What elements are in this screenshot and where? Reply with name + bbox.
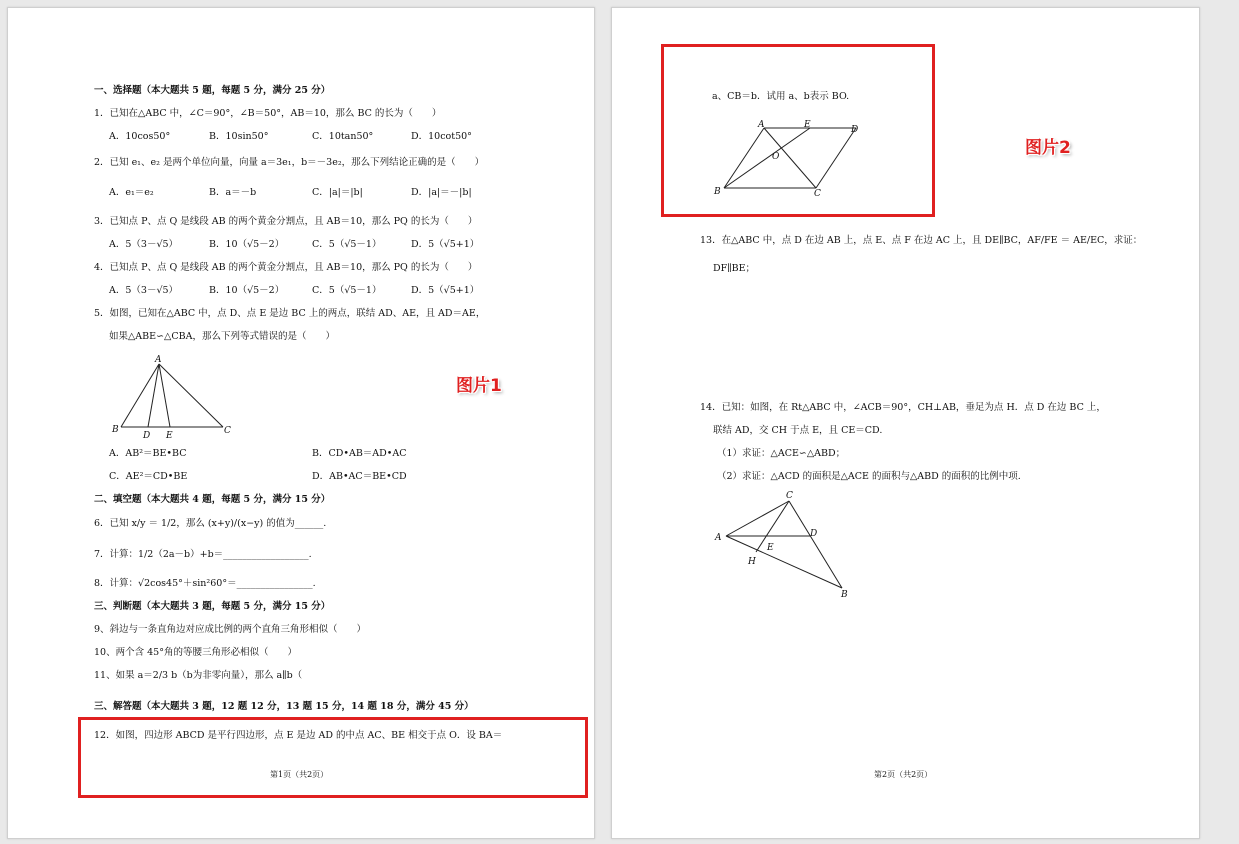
q5-option-c: C．AE²＝CD•BE	[109, 471, 188, 482]
q14-label-c: C	[786, 491, 793, 501]
tag-picture-1: 图片1	[456, 376, 502, 396]
question-3: 3．已知点 P、点 Q 是线段 AB 的两个黄金分割点，且 AB＝10，那么 PQ 的长为（ ）	[94, 216, 478, 227]
q5-label-c: C	[224, 426, 231, 436]
q14-label-h: H	[748, 557, 756, 567]
question-14-line-1: 14．已知：如图，在 Rt△ABC 中，∠ACB＝90°，CH⊥AB，垂足为点 H．点 D 在边 BC 上，	[700, 402, 1106, 413]
q14-label-a: A	[715, 533, 722, 543]
question-12-continued: a、CB＝b．试用 a、b表示 BO.	[712, 91, 850, 102]
q12-label-o: O	[772, 152, 780, 162]
q5-option-d: D．AB•AC＝BE•CD	[312, 471, 407, 482]
q5-option-b: B．CD•AB＝AD•AC	[312, 448, 407, 459]
q12-label-a: A	[758, 120, 765, 130]
q3-option-b: B．10（√5－2）	[209, 239, 285, 250]
question-4: 4．已知点 P、点 Q 是线段 AB 的两个黄金分割点，且 AB＝10，那么 PQ 的长为（ ）	[94, 262, 478, 273]
question-5-line-2: 如果△ABE∽△CBA，那么下列等式错误的是（ ）	[109, 331, 335, 342]
question-9: 9、斜边与一条直角边对应成比例的两个直角三角形相似（ ）	[94, 624, 367, 635]
page-2-footer: 第2页（共2页）	[874, 770, 933, 779]
q2-option-d: D．|a|＝－|b|	[411, 187, 472, 198]
q2-option-c: C．|a|＝|b|	[312, 187, 363, 198]
question-14-line-2: 联结 AD，交 CH 于点 E，且 CE＝CD.	[713, 425, 883, 436]
q12-label-b: B	[714, 187, 721, 197]
section-2-title: 二、填空题（本大题共 4 题，每题 5 分，满分 15 分）	[94, 494, 331, 505]
highlight-box-page-1	[78, 717, 588, 798]
q3-option-d: D．5（√5+1）	[411, 239, 480, 250]
q4-option-d: D．5（√5+1）	[411, 285, 480, 296]
q3-option-c: C．5（√5－1）	[312, 239, 382, 250]
q3-option-a: A．5（3－√5）	[109, 239, 179, 250]
q14-label-d: D	[810, 529, 818, 539]
q14-triangle-figure	[712, 486, 862, 598]
q5-label-a: A	[155, 355, 162, 365]
q14-label-e: E	[767, 543, 774, 553]
question-14-part-2: （2）求证：△ACD 的面积是△ACE 的面积与△ABD 的面积的比例中项.	[717, 471, 1021, 482]
section-4-title: 三、解答题（本大题共 3 题，12 题 12 分，13 题 15 分，14 题 18 分，满分 45 分）	[94, 701, 474, 712]
question-1: 1．已知在△ABC 中，∠C＝90°，∠B＝50°，AB＝10，那么 BC 的长为（ ）	[94, 108, 442, 119]
question-11: 11、如果 a＝2/3 b（b为非零向量），那么 a∥b（	[94, 670, 303, 681]
q4-option-b: B．10（√5－2）	[209, 285, 285, 296]
question-14-part-1: （1）求证：△ACE∽△ABD；	[717, 448, 846, 459]
question-13-line-2: DF∥BE；	[713, 263, 756, 274]
tag-picture-2: 图片2	[1025, 138, 1071, 158]
page-1	[7, 7, 595, 839]
q1-option-b: B．10sin50°	[209, 131, 269, 142]
q4-option-c: C．5（√5－1）	[312, 285, 382, 296]
q5-label-d: D	[143, 431, 151, 441]
q5-triangle-figure	[108, 354, 238, 442]
question-8: 8．计算：√2cos45°＋sin²60°＝________________.	[94, 578, 316, 589]
q2-option-a: A．e₁＝e₂	[109, 187, 154, 198]
q4-option-a: A．5（3－√5）	[109, 285, 179, 296]
q5-label-e: E	[166, 431, 173, 441]
question-12: 12．如图，四边形 ABCD 是平行四边形，点 E 是边 AD 的中点 AC、BE 相交于点 O．设 BA＝	[94, 730, 503, 741]
question-13-line-1: 13．在△ABC 中，点 D 在边 AB 上，点 E、点 F 在边 AC 上，且 DE∥BC，AF/FE ＝ AE/EC，求证：	[700, 235, 1143, 246]
q12-label-d: D	[851, 125, 859, 135]
question-2: 2．已知 e₁、e₂ 是两个单位向量，向量 a＝3e₁，b＝－3e₂，那么下列结论正确的是（ ）	[94, 157, 485, 168]
q1-option-c: C．10tan50°	[312, 131, 374, 142]
section-3-title: 三、判断题（本大题共 3 题，每题 5 分，满分 15 分）	[94, 601, 331, 612]
q2-option-b: B．a＝－b	[209, 187, 257, 198]
question-10: 10、两个含 45°角的等腰三角形必相似（ ）	[94, 647, 297, 658]
q12-label-c: C	[814, 189, 821, 198]
q14-label-b: B	[841, 590, 848, 598]
question-6: 6．已知 x/y ＝ 1/2，那么 (x+y)/(x−y) 的值为______.	[94, 518, 327, 529]
q5-option-a: A．AB²＝BE•BC	[109, 448, 187, 459]
q1-option-d: D．10cot50°	[411, 131, 472, 142]
section-1-title: 一、选择题（本大题共 5 题，每题 5 分，满分 25 分）	[94, 85, 331, 96]
page-1-footer: 第1页（共2页）	[270, 770, 329, 779]
question-7: 7．计算：1/2（2a－b）+b＝__________________.	[94, 549, 312, 560]
q5-label-b: B	[112, 425, 119, 435]
highlight-box-page-2	[661, 44, 935, 217]
question-5-line-1: 5．如图，已知在△ABC 中，点 D、点 E 是边 BC 上的两点，联结 AD、AE，且 AD＝AE，	[94, 308, 486, 319]
q1-option-a: A．10cos50°	[109, 131, 171, 142]
q12-label-e: E	[804, 120, 811, 130]
